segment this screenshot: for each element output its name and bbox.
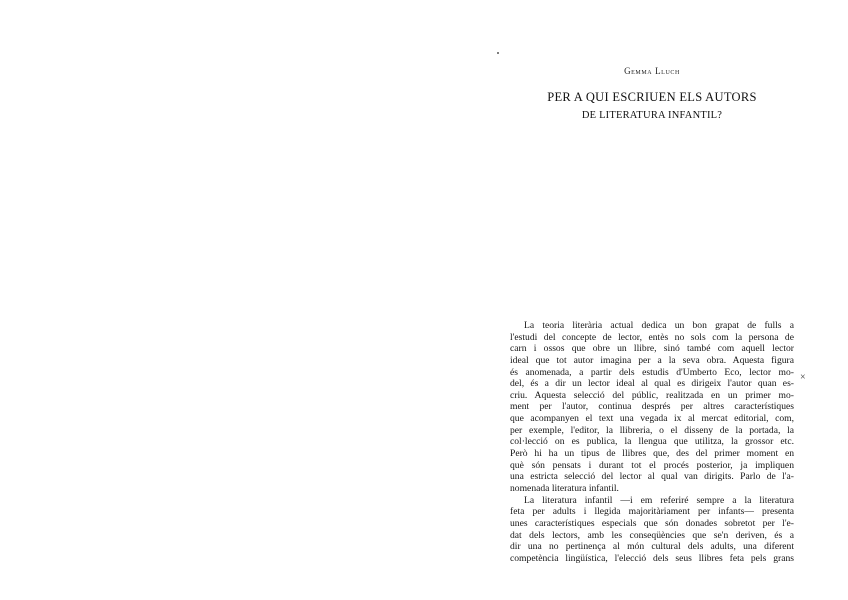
text-line: una estricta selecció del lector al qual van dirigits. Parlo de l'a- [510,471,794,483]
text-line: ideal que tot autor imagina per a la seva obra. Aquesta figura [510,354,794,366]
text-line: carn i ossos que obre un llibre, sinó també com aquell lector [510,343,794,355]
text-line: del, és a dir un lector ideal al qual es dirigeix l'autor quan es- [510,378,794,390]
text-line: què són pensats i durant tot el procés posterior, ja impliquen [510,459,794,471]
text-line: dat dels lectors, amb les conseqüències que se'n deriven, és a [510,529,794,541]
article-subtitle: DE LITERATURA INFANTIL? [581,110,723,121]
text-line: ment per l'autor, continua després per altres característiques [510,401,794,413]
text-line: La teoria literària actual dedica un bon grapat de fulls a [524,320,794,331]
article-title: PER A QUI ESCRIUEN ELS AUTORS [547,90,757,104]
paragraph-1 [510,320,794,495]
paragraph-2 [510,495,794,565]
text-line: La literatura infantil —i em referiré sempre a la literatura [524,494,794,506]
scan-speck [497,52,499,54]
text-line: dir una no pertinença al món cultural dels adults, una diferent [510,541,794,553]
author-name: Gemma Lluch [624,66,680,76]
text-line: col·lecció on es publica, la llengua que utilitza, la grossor etc. [510,436,794,448]
text-line: Però hi ha un tipus de llibres que, des del primer moment en [510,448,794,460]
text-line: nomenada literatura infantil. [510,482,619,494]
text-line: competència lingüística, l'elecció dels seus llibres feta pels grans [510,552,794,564]
text-line: criu. Aquesta selecció del públic, realitzada en un primer mo- [510,389,794,401]
text-line: feta per adults i llegida majoritàriament per infants— presenta [510,506,794,518]
text-line: que acompanyen el text una vegada ix al mercat editorial, com, [510,413,794,425]
article-body [510,320,794,564]
text-line: per exemple, l'editor, la llibreria, o el disseny de la portada, la [510,424,794,436]
text-line: és anomenada, a partir dels estudis d'Umberto Eco, lector mo- [510,366,794,378]
margin-annotation-mark: × [800,372,806,383]
text-line: unes característiques especials que són donades sobretot per l'e- [510,517,794,529]
text-line: l'estudi del concepte de lector, entès no sols com la persona de [510,331,794,343]
